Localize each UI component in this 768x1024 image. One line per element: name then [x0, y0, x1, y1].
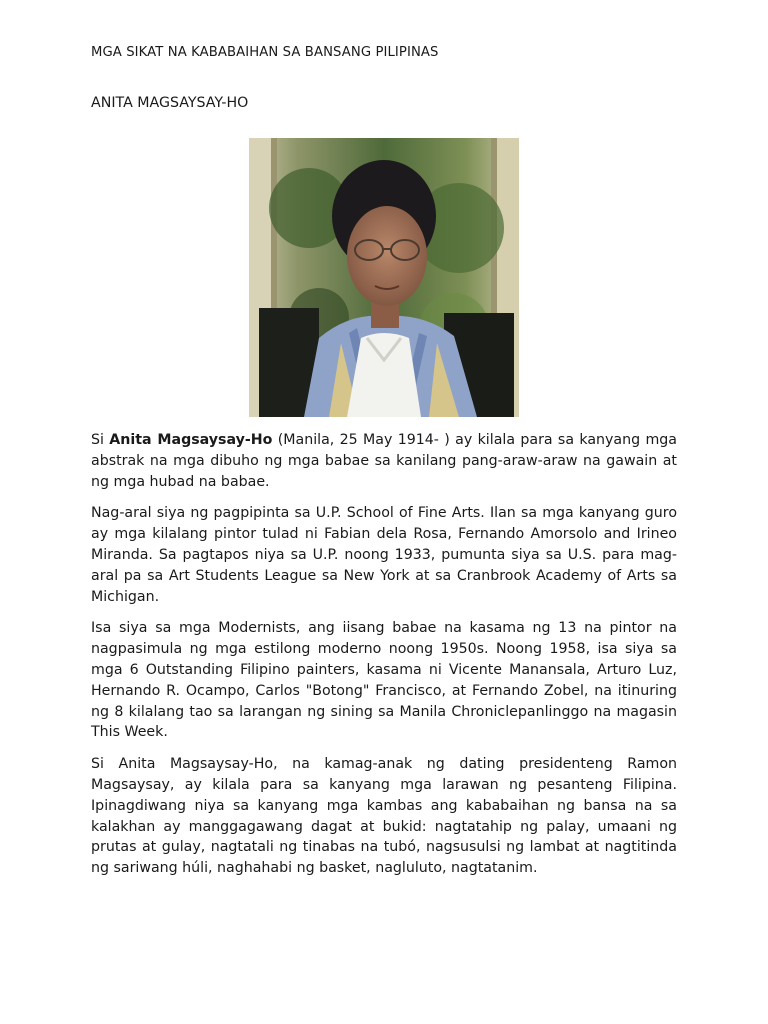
- paragraph-3-text: Isa siya sa mga Modernists, ang iisang babae na kasama ng 13 na pintor na nagpasimula ng mga estilong moderno noong 1950s. Noong 1958, isa siya sa mga 6 Outstanding Filipino painters, kasama ni Vicente Manansala, Arturo Luz, Hernando R. Ocampo, Carlos "Botong" Francisco, at Fernando Zobel, na itinuring ng 8 kilalang tao sa larangan ng sining sa Manila Chroniclepanlinggo na magasin This Week.: [91, 620, 677, 741]
- paragraph-2-text: Nag-aral siya ng pagpipinta sa U.P. School of Fine Arts. Ilan sa mga kanyang guro ay mga kilalang pintor tulad ni Fabian dela Rosa, Fernando Amorsolo and Irineo Miranda. Sa pagtapos niya sa U.P. noong 1933, pumunta siya sa U.S. para mag-aral pa sa Art Students League sa New York at sa Cranbrook Academy of Arts sa Michigan.: [91, 505, 677, 605]
- document-body: [91, 430, 677, 890]
- document-title: MGA SIKAT NA KABABAIHAN SA BANSANG PILIPINAS: [91, 45, 439, 60]
- paragraph-1-name: Anita Magsaysay-Ho: [109, 432, 273, 448]
- document-subtitle: ANITA MAGSAYSAY-HO: [91, 95, 249, 111]
- paragraph-4-text: Si Anita Magsaysay-Ho, na kamag-anak ng dating presidenteng Ramon Magsaysay, ay kilala para sa kanyang mga larawan ng pesanteng Filipina. Ipinagdiwang niya sa kanyang mga kambas ang kababaihan ng bansa na sa kalakhan ay manggagawang dagat at bukid: nagtatahip ng palay, umaani ng prutas at gulay, nagtatali ng tinabas na tubó, nagsusulsi ng lambat at nagtitinda ng sariwang húli, naghahabi ng basket, nagluluto, nagtatanim.: [91, 756, 677, 877]
- paragraph-3: [91, 618, 677, 743]
- portrait-photo: [249, 138, 519, 417]
- paragraph-1-text: (Manila, 25 May 1914- ) ay kilala para sa kanyang mga abstrak na mga dibuho ng mga babae sa kanilang pang-araw-araw na gawain at ng mga hubad na babae.: [91, 432, 677, 490]
- paragraph-4: [91, 754, 677, 879]
- portrait-photo-icon: [249, 138, 519, 417]
- paragraph-1: [91, 430, 677, 492]
- paragraph-2: [91, 503, 677, 607]
- paragraph-1-prefix: Si: [91, 432, 110, 448]
